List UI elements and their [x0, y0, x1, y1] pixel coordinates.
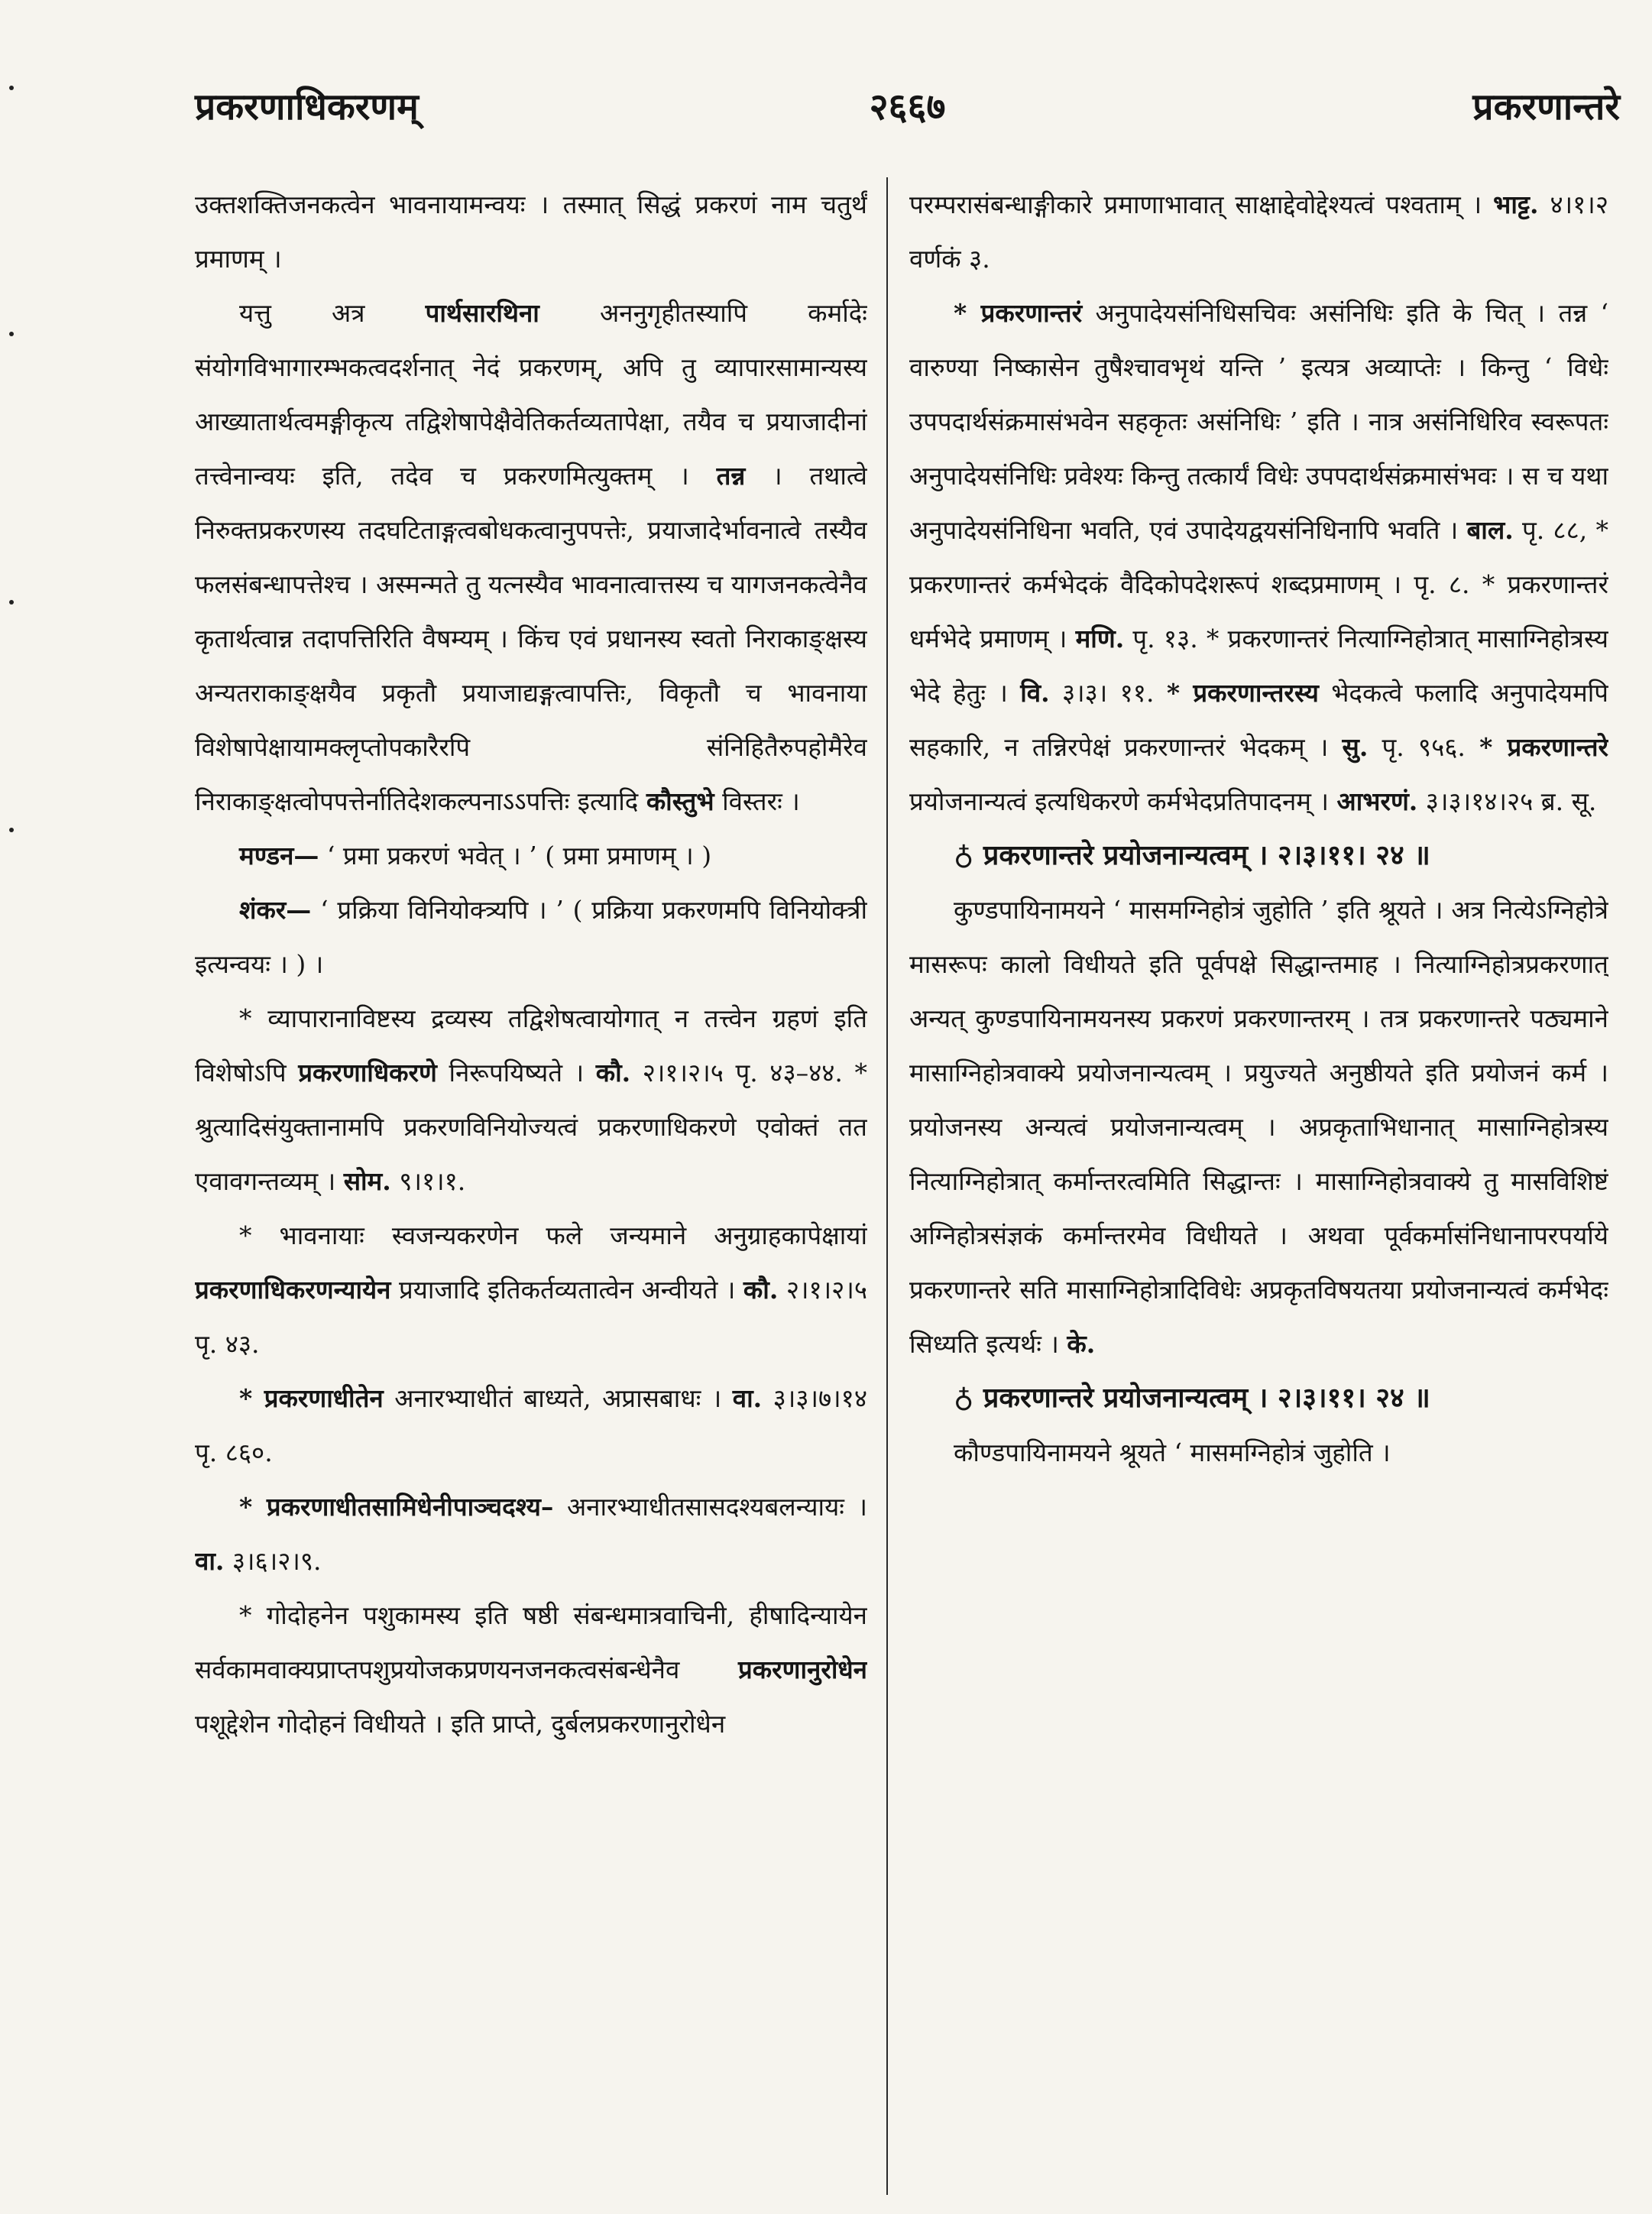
term-highlight: * प्रकरणान्तरं: [954, 298, 1083, 328]
paragraph-vyapara: [195, 991, 867, 1208]
paragraph-samidheni: [195, 1480, 867, 1588]
paragraph-prakaranadhita: [195, 1371, 867, 1480]
margin-speck: [9, 86, 14, 90]
reference: पृ. ९५६.: [1382, 732, 1466, 762]
text-run: कुण्डपायिनामयने ‘ मासमग्निहोत्रं जुहोति ’ इति श्रूयते । अत्र नित्येऽग्निहोत्रे मासरूपः कालो विधीयते इति पूर्वपक्षे सिद्धान्तमाह । नित्याग्निहोत्रप्रकरणात् अन्यत् कुण्डपायिनामयनस्य प्रकरणं प्रकरणान्तरम् । तत्र प्रकरणान्तरे पठ्यमाने मासाग्निहोत्रवाक्ये प्रयोजनान्यत्वम् । प्रयुज्यते अनुष्ठीयते इति प्रयोजनं कर्म । प्रयोजनस्य अन्यत्वं प्रयोजनान्यत्वम् । अप्रकृताभिधानात् मासाग्निहोत्रस्य नित्याग्निहोत्रात् कर्मान्तरत्वमिति सिद्धान्तः । मासाग्निहोत्रवाक्ये तु मासविशिष्टं अग्निहोत्रसंज्ञकं कर्मान्तरमेव विधीयते । अथवा पूर्वकर्मासंनिधानापरपर्याये प्रकरणान्तरे सति मासाग्निहोत्रादिविधेः अप्रकृतविषयतया प्रयोजनान्यत्वं कर्मभेदः सिध्यति इत्यर्थः ।: [909, 895, 1608, 1359]
sutra-heading: ♁ प्रकरणान्तरे प्रयोजनान्यत्वम् । २।३।११। २४ ॥: [954, 839, 1430, 871]
text-run: निरूपयिष्यते ।: [449, 1058, 585, 1088]
text-run: * गोदोहनेन पशुकामस्य इति षष्ठी संबन्धमात्रवाचिनी, हीषादिन्यायेन सर्वकामवाक्यप्राप्तपशुप्रयोजकप्रणयनजनकत्वसंबन्धेनैव: [195, 1600, 867, 1684]
text-run: प्रयोजनान्यत्वं इत्यधिकरणे कर्मभेदप्रतिपादनम् ।: [909, 786, 1330, 816]
text-run: अनारभ्याधीतसासदश्यबलन्यायः ।: [566, 1492, 867, 1522]
running-head-right: प्रकरणान्तरे: [1472, 86, 1620, 128]
source-abbrev: के.: [1067, 1329, 1096, 1359]
source-abbrev: वा.: [732, 1383, 763, 1413]
text-run: अनारभ्याधीतं बाध्यते, अप्रासबाधः ।: [394, 1383, 722, 1413]
reference: २।१।२।५ पृ. ४३.: [195, 1275, 867, 1359]
source-abbrev: सोम.: [343, 1166, 391, 1196]
text-run: पृ. ८८, * प्रकरणान्तरं कर्मभेदकं वैदिकोपदेशरूपं शब्दप्रमाणम् । पृ. ८. * प्रकरणान्तरं धर्मभेदे प्रमाणम् ।: [909, 515, 1608, 653]
sutra-heading: ♁ प्रकरणान्तरे प्रयोजनान्यत्वम् । २।३।११। २४ ॥: [954, 1382, 1430, 1414]
reference: ४।१।२ वर्णकं ३.: [909, 190, 1608, 274]
term-highlight: * प्रकरणान्तरे: [1479, 732, 1608, 762]
reference: ३।३।१४।२५ ब्र. सू.: [1425, 786, 1597, 816]
source-abbrev: कौ.: [743, 1275, 779, 1305]
source-abbrev: मणि.: [1075, 624, 1125, 653]
text-run: पृ. १३. * प्रकरणान्तरं नित्याग्निहोत्रात् मासाग्निहोत्रस्य भेदे हेतुः ।: [909, 624, 1608, 708]
term-highlight: प्रकरणाधिकरणन्यायेन: [195, 1275, 391, 1305]
text-run: २।१।२।५ पृ. ४३–४४. * श्रुत्यादिसंयुक्तानामपि प्रकरणविनियोज्यत्वं प्रकरणाधिकरणे एवोक्तं तत एवावगन्तव्यम् ।: [195, 1058, 867, 1196]
page-number: २६६७: [869, 86, 946, 128]
source-abbrev: सु.: [1342, 732, 1369, 762]
text-run: प्रयाजादि इतिकर्तव्यतात्वेन अन्वीयते ।: [398, 1275, 736, 1305]
paragraph-shankara: [195, 883, 867, 991]
left-column: [195, 177, 867, 2195]
text-run: अनुपादेयसंनिधिसचिवः असंनिधिः इति के चित् । तन्न ‘ वारुण्या निष्कासेन तुषैश्चावभृथं यन्ति ’ इत्यत्र अव्याप्तेः । किन्तु ‘ विधेः उपपदार्थसंक्रमासंभवेन सहकृतः असंनिधिः ’ इति । नात्र असंनिधिरिव स्वरूपतः अनुपादेयसंनिधिः प्रवेश्यः किन्तु तत्कार्यं विधेः उपपदार्थसंक्रमासंभवः । स च यथा अनुपादेयसंनिधिना भवति, एवं उपादेयद्वयसंनिधिनापि भवति ।: [909, 298, 1608, 545]
term-highlight: प्रकरणाधिकरणे: [298, 1058, 437, 1088]
right-column: [909, 177, 1608, 2195]
reference: ३।३। ११.: [1061, 678, 1155, 708]
text-run: अननुगृहीतस्यापि कर्मादेः संयोगविभागारम्भकत्वदर्शनात् नेदं प्रकरणम्, अपि तु व्यापारसामान्यस्य आख्यातार्थत्वमङ्गीकृत्य तद्विशेषापेक्षैवेतिकर्तव्यतापेक्षा, तयैव च प्रयाजादीनां तत्त्वेनान्वयः इति, तदेव च प्रकरणमित्युक्तम् ।: [195, 298, 867, 491]
paragraph-intro: [195, 177, 867, 286]
text-run: उक्तशक्तिजनकत्वेन भावनायामन्वयः । तस्मात् सिद्धं प्रकरणं नाम चतुर्थं प्रमाणम् ।: [195, 190, 867, 274]
paragraph-prakaranantara: [909, 286, 1608, 828]
term-highlight: * प्रकरणाधीतेन: [239, 1383, 384, 1413]
text-run: कौण्डपायिनामयने श्रूयते ‘ मासमग्निहोत्रं जुहोति ।: [954, 1438, 1391, 1467]
text-run: यत्तु अत्र: [239, 298, 365, 328]
text-run: ‘ प्रमा प्रकरणं भवेत् । ’ ( प्रमा प्रमाणम् । ): [326, 841, 712, 870]
source-abbrev: आभरणं.: [1336, 786, 1418, 816]
text-run: * भावनायाः स्वजन्यकरणेन फले जन्यमाने अनुग्राहकापेक्षायां: [239, 1220, 867, 1250]
text-run: भेदकत्वे फलादि अनुपादेयमपि सहकारि, न तन्निरपेक्षं प्रकरणान्तरं भेदकम् ।: [909, 678, 1608, 762]
column-divider: [886, 177, 888, 2195]
source-abbrev: बाल.: [1466, 515, 1514, 545]
running-head-left: प्रकरणाधिकरणम्: [195, 86, 419, 128]
source-abbrev: वा.: [195, 1546, 225, 1576]
paragraph-kaundapayin: [909, 1425, 1608, 1480]
paragraph-continuation: [909, 177, 1608, 286]
refutation-word: तन्न: [716, 461, 746, 491]
author-name: शंकर—: [239, 895, 312, 925]
source-abbrev: भाट्ट.: [1493, 190, 1539, 219]
paragraph-parthasarathi: [195, 286, 867, 828]
author-name: मण्डन—: [239, 841, 319, 870]
term-highlight: * प्रकरणाधीतसामिधेनीपाञ्चदश्य–: [239, 1492, 554, 1522]
text-run: । तथात्वे निरुक्तप्रकरणस्य तदघटिताङ्गत्वबोधकत्वानुपपत्तेः, प्रयाजादेर्भावनात्वे तस्यैव फलसंबन्धापत्तेश्च । अस्मन्मते तु यत्नस्यैव भावनात्वात्तस्य च यागजनकत्वेनैव कृतार्थत्वान्न तदापत्तिरिति वैषम्यम् । किंच एवं प्रधानस्य स्वतो निराकाङ्क्षस्य अन्यतराकाङ्क्षयैव प्रकृतौ प्रयाजाद्यङ्गत्वापत्तिः, विकृतौ च भावनाया विशेषापेक्षायामक्लृप्तोपकारैरपि संनिहितैरुपहोमैरेव निराकाङ्क्षत्वोपपत्तेर्नातिदेशकल्पनाऽऽपत्तिः इत्यादि: [195, 461, 867, 816]
margin-speck: [9, 332, 14, 336]
text-run: पशूद्देशेन गोदोहनं विधीयते । इति प्राप्ते, दुर्बलप्रकरणानुरोधेन: [195, 1709, 726, 1739]
reference: ३।३।७।१४ पृ. ८६०.: [195, 1383, 867, 1467]
margin-speck: [9, 828, 14, 832]
source-name: कौस्तुभे: [646, 786, 714, 816]
source-abbrev: कौ.: [595, 1058, 631, 1088]
reference: ३।६।२।९.: [232, 1546, 322, 1576]
text-run: विस्तरः ।: [722, 786, 800, 816]
text-run: * व्यापारानाविष्टस्य द्रव्यस्य तद्विशेषत्वायोगात् न तत्त्वेन ग्रहणं इति विशेषोऽपि: [195, 1003, 867, 1088]
page-header: [195, 76, 1620, 138]
paragraph-bhavana: [195, 1208, 867, 1371]
paragraph-kundapayin: [909, 883, 1608, 1371]
paragraph-godohana: [195, 1588, 867, 1751]
paragraph-mandana: [195, 828, 867, 883]
term-highlight: * प्रकरणान्तरस्य: [1166, 678, 1319, 708]
author-name: पार्थसारथिना: [425, 298, 539, 328]
margin-speck: [9, 600, 14, 605]
reference: ९।१।१.: [399, 1166, 466, 1196]
term-highlight: प्रकरणानुरोधेन: [738, 1655, 867, 1684]
text-run: ‘ प्रक्रिया विनियोक्त्र्यपि । ’ ( प्रक्रिया प्रकरणमपि विनियोक्त्री इत्यन्वयः । ) ।: [195, 895, 867, 979]
source-abbrev: वि.: [1020, 678, 1050, 708]
text-run: परम्परासंबन्धाङ्गीकारे प्रमाणाभावात् साक्षाद्देवोद्देश्यत्वं पश्वताम् ।: [909, 190, 1482, 219]
